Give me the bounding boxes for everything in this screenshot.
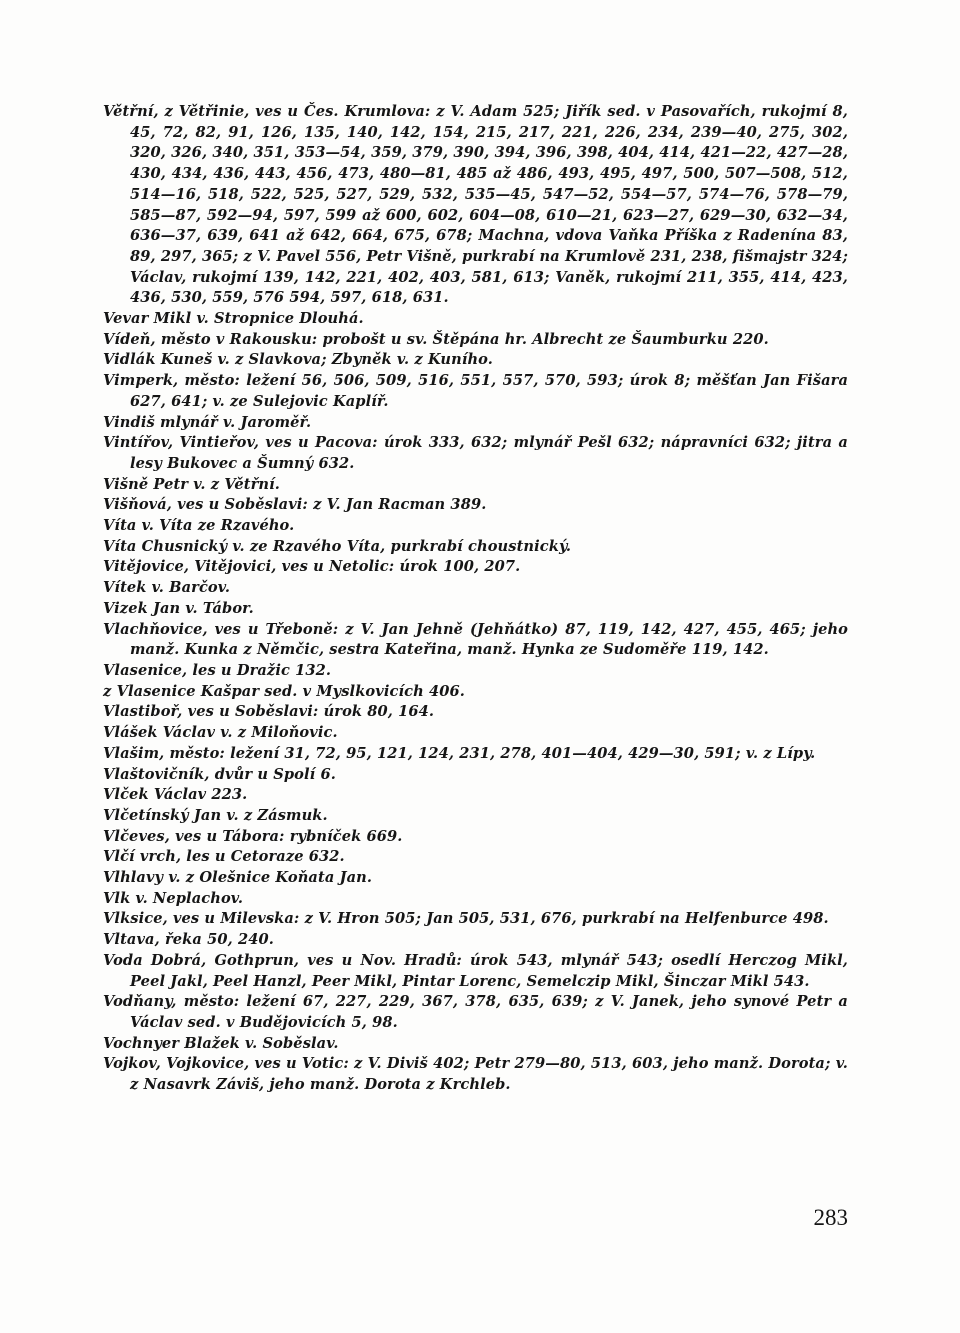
index-entry: Vimperk, město: ležení 56, 506, 509, 516, 551, 557, 570, 593; úrok 8; měšťan Jan Fišara 627, 641; v. ze Sulejovic Kaplíř.: [103, 372, 848, 410]
index-entry: Vlasenice, les u Dražic 132.: [103, 661, 332, 679]
index-entry: Vítek v. Barčov.: [103, 579, 231, 597]
index-entry: Vidlák Kuneš v. z Slavkova; Zbyněk v. z Kuního.: [103, 351, 493, 369]
index-entry: Vlčetínský Jan v. z Zásmuk.: [103, 806, 328, 824]
index-entry: Vlčeves, ves u Tábora: rybníček 669.: [103, 827, 403, 845]
index-entry: Vlašim, město: ležení 31, 72, 95, 121, 124, 231, 278, 401—404, 429—30, 591; v. z Lípy.: [103, 744, 816, 762]
index-entry: Vlk v. Neplachov.: [103, 889, 244, 907]
index-entry: Vochnyer Blažek v. Soběslav.: [103, 1034, 339, 1052]
index-entry: z Vlasenice Kašpar sed. v Myslkovicích 406.: [103, 682, 465, 700]
index-entry: Vlášek Václav v. z Miloňovic.: [103, 724, 338, 742]
index-entry: Vlhlavy v. z Olešnice Koňata Jan.: [103, 869, 373, 887]
index-entry: Vintířov, Vintieřov, ves u Pacova: úrok 333, 632; mlynář Pešl 632; nápravníci 632; jitra a lesy Bukovec a Šumný 632.: [103, 434, 848, 472]
index-column: [103, 102, 848, 1096]
index-entry: Víta v. Víta ze Rzavého.: [103, 517, 295, 535]
index-entry: Vodňany, město: ležení 67, 227, 229, 367, 378, 635, 639; z V. Janek, jeho synové Petr a Václav sed. v Budějovicích 5, 98.: [103, 993, 848, 1031]
index-entry: Vojkov, Vojkovice, ves u Votic: z V. Diviš 402; Petr 279—80, 513, 603, jeho manž. Dorota; v. z Nasavrk Záviš, jeho manž. Dorota z Krchleb.: [103, 1055, 848, 1094]
index-entry: Vlčí vrch, les u Cetoraze 632.: [103, 848, 345, 866]
index-entry: Voda Dobrá, Gothprun, ves u Nov. Hradů: úrok 543, mlynář 543; osedlí Herczog Mikl, Peel Jakl, Peel Hanzl, Peer Mikl, Pintar Lorenc, Semelczip Mikl, Šinczar Mikl 543.: [103, 951, 848, 990]
index-entry: Vitějovice, Vitějovici, ves u Netolic: úrok 100, 207.: [103, 558, 521, 576]
index-entry: Víta Chusnický v. ze Rzavého Víta, purkrabí choustnický.: [103, 537, 572, 555]
index-entry: Vlachňovice, ves u Třeboně: z V. Jan Jehně (Jehňátko) 87, 119, 142, 427, 455, 465; jeho manž. Kunka z Němčic, sestra Kateřina, manž. Hynka ze Sudoměře 119, 142.: [103, 620, 848, 659]
index-entry: Vlastiboř, ves u Soběslavi: úrok 80, 164.: [103, 703, 435, 721]
index-entry: Vevar Mikl v. Stropnice Dlouhá.: [103, 310, 364, 328]
index-entry: Višňová, ves u Soběslavi: z V. Jan Racman 389.: [103, 496, 487, 514]
index-entry: Vlaštovičník, dvůr u Spolí 6.: [103, 765, 336, 783]
index-entry: Vizek Jan v. Tábor.: [103, 599, 254, 617]
index-entry: Vltava, řeka 50, 240.: [103, 931, 274, 949]
index-entry: Višně Petr v. z Větřní.: [103, 475, 280, 493]
index-entry: Vindiš mlynář v. Jaroměř.: [103, 413, 312, 431]
index-entry: Vídeň, město v Rakousku: probošt u sv. Štěpána hr. Albrecht ze Šaumburku 220.: [103, 330, 769, 348]
index-entry: Vlksice, ves u Milevska: z V. Hron 505; Jan 505, 531, 676, purkrabí na Helfenburce 498.: [103, 910, 829, 928]
page-number: 283: [813, 1205, 848, 1230]
index-entry: Vlček Václav 223.: [103, 786, 248, 804]
index-entry: Větřní, z Větřinie, ves u Čes. Krumlova: z V. Adam 525; Jiřík sed. v Pasovařích, rukojmí 8, 45, 72, 82, 91, 126, 135, 140, 142, 154, 215, 217, 221, 226, 234, 239—40, 275, 302, 320, 326, 340, 351, 353—54, 359, 379, 390, 394, 396, 398, 404, 414, 421—22, 427—28, 430, 434, 436, 443, 456, 473, 480—81, 485 až 486, 493, 495, 497, 500, 507—508, 512, 514—16, 518, 522, 525, 527, 529, 532, 535—45, 547—52, 554—57, 574—76, 578—79, 585—87, 592—94, 597, 599 až 600, 602, 604—08, 610—21, 623—27, 629—30, 632—34, 636—37, 639, 641 až 642, 664, 675, 678; Machna, vdova Vaňka Příška z Radenína 83, 89, 297, 365; z V. Pavel 556, Petr Višně, purkrabí na Krumlově 231, 238, fišmajstr 324; Václav, rukojmí 139, 142, 221, 402, 403, 581, 613; Vaněk, rukojmí 211, 355, 414, 423, 436, 530, 559, 576 594, 597, 618, 631.: [103, 103, 848, 307]
